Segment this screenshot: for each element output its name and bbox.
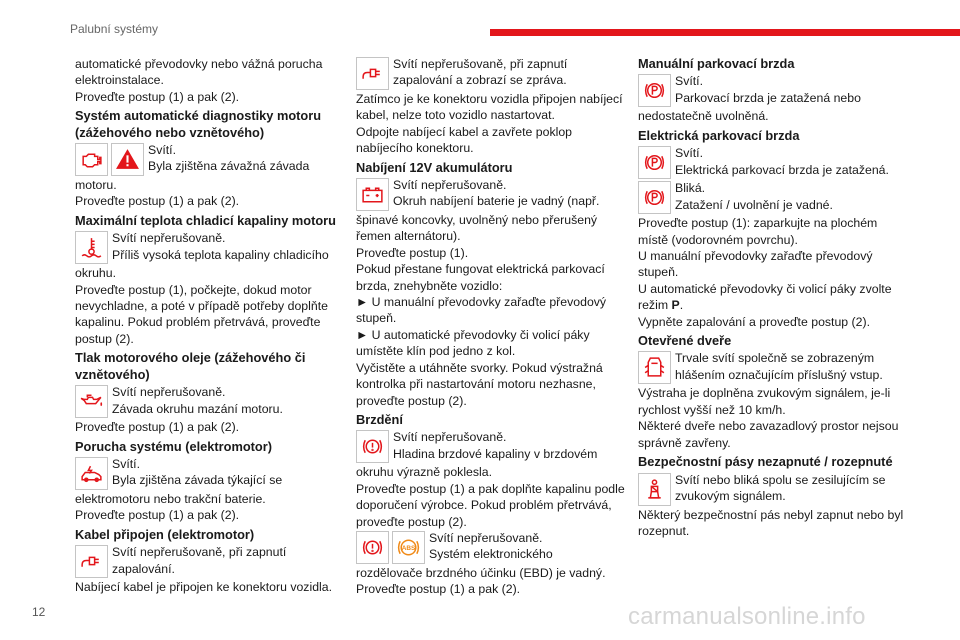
body-text: nedostatečně uvolněná. xyxy=(638,109,769,124)
section-heading: Bezpečnostní pásy nezapnuté / rozepnuté xyxy=(638,454,893,470)
battery-charging-icon xyxy=(356,178,389,211)
body-text: Některé dveře nebo zavazadlový prostor nejsou správně zavřeny. xyxy=(638,419,899,450)
section-heading: Tlak motorového oleje (zážehového či vznětového) xyxy=(75,350,306,382)
body-text: okruhu. xyxy=(75,266,117,281)
parking-brake-icon xyxy=(638,74,671,107)
body-text: zvukovým signálem. xyxy=(675,488,786,503)
section-heading: Maximální teplota chladicí kapaliny motoru xyxy=(75,212,336,228)
electric-motor-fault-icon xyxy=(75,457,108,490)
svg-text:ABS: ABS xyxy=(401,544,416,552)
indicator-block xyxy=(75,142,345,177)
charging-cable-icon xyxy=(75,545,108,578)
indicator-block xyxy=(356,530,631,565)
body-text: Vyčistěte a utáhněte svorky. Pokud výstražná kontrolka při nastartování motoru nezhasne, proveďte postup (2). xyxy=(356,360,603,408)
body-text: Byla zjištěna závada týkající se xyxy=(112,473,283,488)
body-text: Svítí nepřerušovaně. xyxy=(112,231,226,246)
indicator-block xyxy=(75,230,345,265)
body-text: Parkovací brzda je zatažená nebo xyxy=(675,90,861,105)
indicator-block xyxy=(638,472,908,507)
body-text: Proveďte postup (1) a pak doplňte kapalinu podle doporučení výrobce. Pokud problém přetrvává, proveďte postup (2). xyxy=(356,481,625,529)
body-text: automatické převodovky nebo vážná porucha elektroinstalace. xyxy=(75,57,323,88)
body-text: špinavé koncovky, uvolněný nebo přerušený řemen alternátoru). xyxy=(356,213,598,244)
body-text: Proveďte postup (1): zaparkujte na plochém místě (vodorovném povrchu). xyxy=(638,216,878,247)
body-text: Příliš vysoká teplota kapaliny chladicího xyxy=(112,247,329,262)
body-text: Některý bezpečnostní pás nebyl zapnut nebo byl rozepnut. xyxy=(638,507,904,538)
body-text: Proveďte postup (1) a pak (2). xyxy=(75,89,240,104)
indicator-block xyxy=(638,145,908,180)
brake-icon xyxy=(356,430,389,463)
indicator-block xyxy=(75,544,345,579)
body-text: Pokud přestane fungovat elektrická parkovací brzda, znehybněte vozidlo: xyxy=(356,262,605,293)
body-text: Výstraha je doplněna zvukovým signálem, je-li rychlost vyšší než 10 km/h. xyxy=(638,386,891,417)
watermark: carmanualsonline.info xyxy=(628,603,866,630)
body-text: U manuální převodovky zařaďte převodový stupeň. xyxy=(638,249,873,280)
body-text: Proveďte postup (1). xyxy=(356,245,469,260)
body-text: Elektrická parkovací brzda je zatažená. xyxy=(675,162,889,177)
body-text: Odpojte nabíjecí kabel a zavřete poklop nabíjecího konektoru. xyxy=(356,124,573,156)
section-heading: Brzdění xyxy=(356,411,403,427)
body-text: motoru. xyxy=(75,178,117,193)
body-text: Okruh nabíjení baterie je vadný (např. xyxy=(393,194,600,209)
body-text: Svítí. xyxy=(675,146,704,161)
body-text: hlášením označujícím příslušný vstup. xyxy=(675,367,883,382)
body-text: Svítí. xyxy=(148,143,177,158)
body-text: Svítí nepřerušovaně. xyxy=(393,430,507,445)
body-text: okruhu výrazně poklesla. xyxy=(356,465,493,480)
body-text: Nabíjecí kabel je připojen ke konektoru vozidla. xyxy=(75,580,333,595)
seatbelt-icon xyxy=(638,473,671,506)
indicator-block xyxy=(356,429,631,464)
open-door-icon xyxy=(638,351,671,384)
body-text: Bliká. xyxy=(675,181,706,196)
body-text: Hladina brzdové kapaliny v brzdovém xyxy=(393,446,598,461)
section-heading: Elektrická parkovací brzda xyxy=(638,127,800,143)
parking-brake-icon xyxy=(638,146,671,179)
page-number: 12 xyxy=(32,605,46,619)
body-text: Zatímco je ke konektoru vozidla připojen nabíjecí kabel, nelze toto vozidlo nastartovat. xyxy=(356,92,623,123)
body-text: Svítí nepřerušovaně. xyxy=(429,530,543,545)
body-text: zapalování. xyxy=(112,561,175,576)
body-text: Proveďte postup (1) a pak (2). xyxy=(75,508,240,523)
brake-icon xyxy=(356,531,389,564)
body-text: Vypněte zapalování a proveďte postup (2). xyxy=(638,314,871,329)
indicator-block xyxy=(356,177,631,212)
indicator-block xyxy=(638,180,908,215)
indicator-block xyxy=(638,73,908,108)
body-text: Proveďte postup (1) a pak (2). xyxy=(75,194,240,209)
body-text: rozdělovače brzdného účinku (EBD) je vadný. xyxy=(356,565,606,580)
column-2 xyxy=(356,56,631,598)
parking-brake-icon xyxy=(638,181,671,214)
section-heading: Systém automatické diagnostiky motoru (zážehového nebo vznětového) xyxy=(75,108,322,140)
body-text: Závada okruhu mazání motoru. xyxy=(112,401,283,416)
stop-warning-triangle-icon xyxy=(111,143,144,176)
body-text: zapalování a zobrazí se zpráva. xyxy=(393,73,567,88)
body-text: Svítí nebo bliká spolu se zesilujícím se xyxy=(675,472,886,487)
header-accent-bar xyxy=(490,29,960,36)
body-text: elektromotoru nebo trakční baterie. xyxy=(75,491,266,506)
section-heading: Kabel připojen (elektromotor) xyxy=(75,526,255,542)
body-text: Proveďte postup (1) a pak (2). xyxy=(356,582,521,597)
body-text: Svítí. xyxy=(675,74,704,89)
section-heading: Porucha systému (elektromotor) xyxy=(75,438,272,454)
engine-warning-icon xyxy=(75,143,108,176)
body-text: Svítí nepřerušovaně, při zapnutí xyxy=(393,57,568,71)
body-text: ► U automatické převodovky či volicí páky umístěte klín pod jedno z kol. xyxy=(356,327,590,359)
oil-pressure-icon xyxy=(75,385,108,418)
body-text: Svítí. xyxy=(112,456,141,471)
indicator-block xyxy=(356,56,631,91)
body-text: Proveďte postup (1), počkejte, dokud motor nevychladne, a poté v případě potřeby doplňte kapalinu. Pokud problém přetrvává, proveďte postup (2). xyxy=(75,282,328,346)
body-text: Byla zjištěna závažná závada xyxy=(148,159,310,174)
body-text: Proveďte postup (1) a pak (2). xyxy=(75,420,240,435)
column-1 xyxy=(75,56,345,596)
column-3 xyxy=(638,56,908,539)
indicator-block xyxy=(75,384,345,419)
body-text: Svítí nepřerušovaně. xyxy=(393,178,507,193)
charging-cable-icon xyxy=(356,57,389,90)
running-header: Palubní systémy xyxy=(70,22,159,36)
body-text: U automatické převodovky či volicí páky zvolte režim P. xyxy=(638,281,892,313)
section-heading: Otevřené dveře xyxy=(638,333,732,349)
body-text: Trvale svítí společně se zobrazeným xyxy=(675,351,875,366)
body-text: Zatažení / uvolnění je vadné. xyxy=(675,197,833,212)
body-text: Systém elektronického xyxy=(429,547,553,562)
section-heading: Manuální parkovací brzda xyxy=(638,56,795,71)
indicator-block xyxy=(638,350,908,385)
coolant-temperature-icon xyxy=(75,231,108,264)
section-heading: Nabíjení 12V akumulátoru xyxy=(356,159,513,175)
body-text: Svítí nepřerušovaně. xyxy=(112,385,226,400)
body-text: ► U manuální převodovky zařaďte převodový stupeň. xyxy=(356,295,607,326)
body-text: Svítí nepřerušovaně, při zapnutí xyxy=(112,545,287,560)
indicator-block xyxy=(75,456,345,491)
abs-ebd-icon xyxy=(392,531,425,564)
